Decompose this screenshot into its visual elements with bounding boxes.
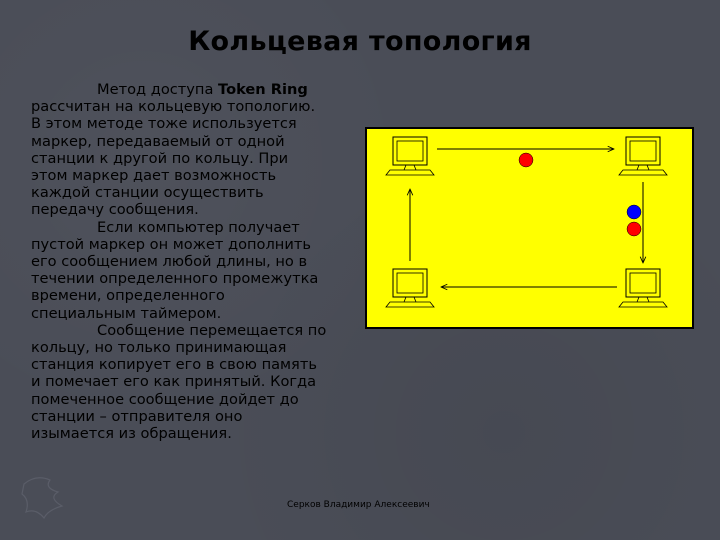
paragraph-1-line: рассчитан на кольцевую топологию. bbox=[31, 98, 316, 116]
paragraph-3-line: Сообщение перемещается по bbox=[97, 321, 327, 339]
paragraph-3-line: изымается из обращения. bbox=[31, 425, 232, 443]
station-top-left bbox=[386, 137, 434, 175]
paragraph-2-line: времени, определенного bbox=[31, 287, 225, 305]
paragraph-2-line: пустой маркер он может дополнить bbox=[31, 235, 311, 253]
paragraph-1-lead: Метод доступа bbox=[97, 81, 219, 98]
paragraph-3-line: кольцу, но только принимающая bbox=[31, 339, 287, 357]
paragraph-2-line: течении определенного промежутка bbox=[31, 270, 319, 288]
paragraph-3-line: помеченное сообщение дойдет до bbox=[31, 390, 299, 408]
ring-topology-diagram bbox=[365, 127, 694, 329]
paragraph-1-first-line bbox=[31, 81, 353, 98]
decorative-corner-mark bbox=[18, 466, 84, 522]
slide-title: Кольцевая топология bbox=[188, 26, 532, 57]
paragraph-1-line: передачу сообщения. bbox=[31, 201, 199, 219]
paragraph-1-line: станции к другой по кольцу. При bbox=[31, 149, 289, 167]
token-marker-right bbox=[627, 222, 641, 236]
paragraph-2-line: специальным таймером. bbox=[31, 304, 222, 322]
paragraph-1-line: маркер, передаваемый от одной bbox=[31, 132, 285, 150]
station-top-right bbox=[619, 137, 667, 175]
paragraph-3-line: станции – отправителя оно bbox=[31, 407, 243, 425]
paragraph-1-line: каждой станции осуществить bbox=[31, 184, 264, 202]
paragraph-2-line: Если компьютер получает bbox=[97, 218, 300, 236]
ring-diagram-svg bbox=[367, 129, 692, 327]
paragraph-3-line: и помечает его как принятый. Когда bbox=[31, 373, 317, 391]
message-marker bbox=[627, 205, 641, 219]
token-ring-term: Token Ring bbox=[218, 81, 308, 98]
slide-footer-author: Серков Владимир Алексеевич bbox=[287, 500, 430, 510]
token-marker-top bbox=[519, 153, 533, 167]
paragraph-3-line: станция копирует его в свою память bbox=[31, 356, 317, 374]
body-text bbox=[31, 81, 353, 442]
paragraph-2-line: его сообщением любой длины, но в bbox=[31, 253, 308, 271]
paragraph-1-line: этом маркер дает возможность bbox=[31, 167, 277, 185]
station-bottom-right bbox=[619, 269, 667, 307]
paragraph-1-line: В этом методе тоже используется bbox=[31, 115, 297, 133]
station-bottom-left bbox=[386, 269, 434, 307]
